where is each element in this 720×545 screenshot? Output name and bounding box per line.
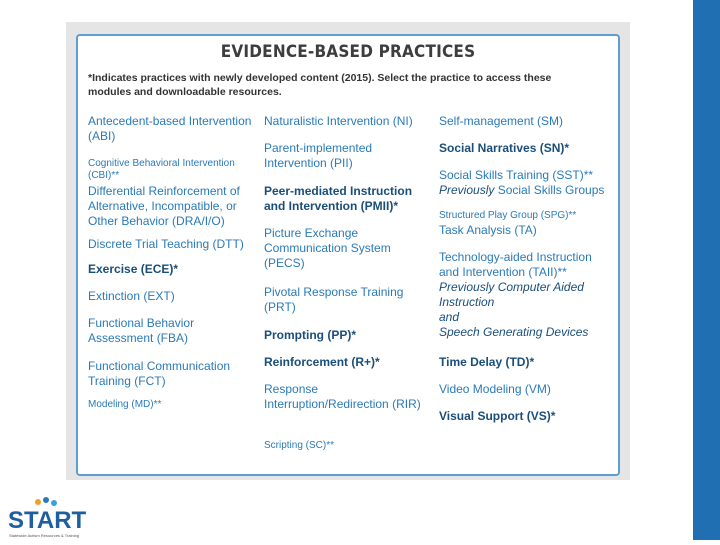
intro-note: *Indicates practices with newly developed content (2015). Select the practice to access these modules and downloadable resources.	[88, 72, 552, 98]
svg-text:START: START	[8, 507, 87, 534]
sst-label: Social Skills Training (SST)**	[439, 168, 594, 182]
taii-previously: Previously Computer Aided Instruction	[439, 280, 584, 309]
taii-and: and	[439, 310, 460, 324]
practice-link-sc[interactable]: Scripting (SC)**	[264, 440, 335, 451]
practice-link-vs[interactable]: Visual Support (VS)*	[439, 409, 556, 423]
ebp-frame	[76, 34, 620, 476]
practice-link-td[interactable]: Time Delay (TD)*	[439, 355, 535, 369]
start-logo-graphic	[8, 496, 87, 540]
practice-link-md[interactable]: Modeling (MD)**	[88, 399, 162, 410]
practice-link-pii[interactable]: Parent-implemented Intervention (PII)	[264, 141, 373, 170]
practice-link-abi[interactable]: Antecedent-based Intervention (ABI)	[88, 114, 252, 143]
sst-previously-name: Social Skills Groups	[497, 183, 605, 197]
practice-link-dtt[interactable]: Discrete Trial Teaching (DTT)	[88, 237, 244, 251]
practice-link-ece[interactable]: Exercise (ECE)*	[88, 262, 179, 276]
practice-link-fba[interactable]: Functional Behavior Assessment (FBA)	[88, 316, 195, 345]
practice-link-dra[interactable]: Differential Reinforcement of Alternative, Incompatible, or Other Behavior (DRA/I/O)	[88, 184, 240, 228]
taii-speech: Speech Generating Devices	[439, 325, 589, 339]
svg-text:Statewide Autism Resources & T: Statewide Autism Resources & Training	[9, 533, 80, 538]
practice-link-sst[interactable]	[439, 168, 609, 198]
practice-link-taii[interactable]	[439, 250, 609, 340]
practice-link-cbi[interactable]: Cognitive Behavioral Intervention (CBI)**	[88, 158, 235, 181]
ebp-panel	[66, 22, 630, 480]
taii-label: Technology-aided Instruction and Intervention (TAII)**	[439, 250, 592, 279]
sst-previously: Previously	[439, 183, 495, 197]
practice-link-fct[interactable]: Functional Communication Training (FCT)	[88, 359, 231, 388]
practice-link-pmii[interactable]: Peer-mediated Instruction and Intervention (PMII)*	[264, 184, 413, 213]
practice-link-ta[interactable]: Task Analysis (TA)	[439, 223, 537, 237]
practice-link-rir[interactable]: Response Interruption/Redirection (RIR)	[264, 382, 421, 411]
practice-link-r-plus[interactable]: Reinforcement (R+)*	[264, 355, 380, 369]
practice-link-prt[interactable]: Pivotal Response Training (PRT)	[264, 285, 404, 314]
practice-link-sn[interactable]: Social Narratives (SN)*	[439, 141, 570, 155]
practice-link-spg[interactable]: Structured Play Group (SPG)**	[439, 210, 577, 221]
start-logo	[8, 496, 87, 540]
practice-link-pecs[interactable]: Picture Exchange Communication System (PECS)	[264, 226, 391, 270]
practice-link-ni[interactable]: Naturalistic Intervention (NI)	[264, 114, 413, 128]
page-title: EVIDENCE-BASED PRACTICES	[220, 42, 476, 62]
practice-link-ext[interactable]: Extinction (EXT)	[88, 289, 175, 303]
right-accent-bar	[693, 0, 720, 540]
practice-link-vm[interactable]: Video Modeling (VM)	[439, 382, 551, 396]
practice-link-pp[interactable]: Prompting (PP)*	[264, 328, 356, 342]
practice-link-sm[interactable]: Self-management (SM)	[439, 114, 564, 128]
